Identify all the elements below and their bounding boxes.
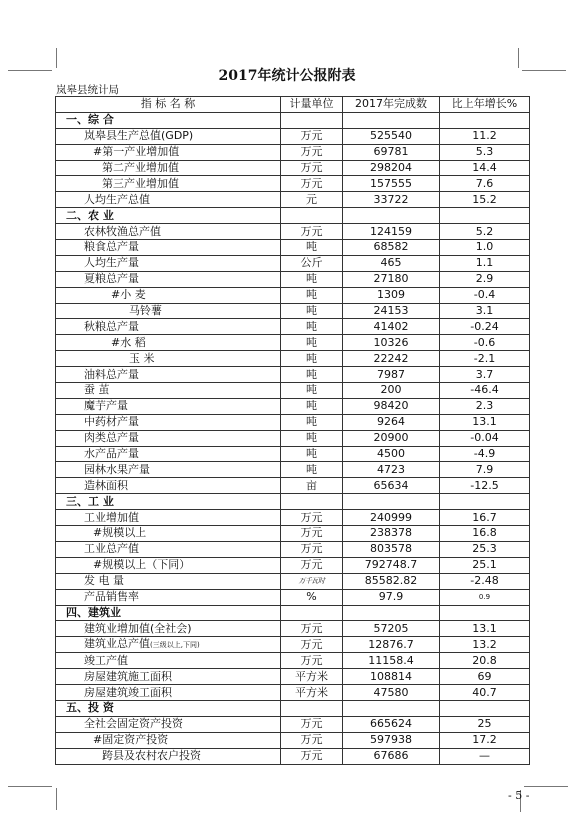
row-change: 1.1 xyxy=(440,255,530,271)
row-value: 4723 xyxy=(343,462,440,478)
row-unit: 吨 xyxy=(281,287,343,303)
row-name xyxy=(56,367,281,383)
table-row xyxy=(56,240,530,256)
row-name xyxy=(56,255,281,271)
row-change: 13.1 xyxy=(440,414,530,430)
row-value: 12876.7 xyxy=(343,637,440,653)
row-name xyxy=(56,716,281,732)
row-value: 238378 xyxy=(343,526,440,542)
row-unit xyxy=(281,208,343,224)
statistics-table xyxy=(55,96,530,765)
row-unit: 平方米 xyxy=(281,685,343,701)
row-name-text: 农林牧渔总产值 xyxy=(84,224,161,238)
row-change: 5.2 xyxy=(440,224,530,240)
row-unit: 万元 xyxy=(281,557,343,573)
row-value: 41402 xyxy=(343,319,440,335)
row-name xyxy=(56,383,281,399)
row-change: -2.48 xyxy=(440,573,530,589)
column-header-change: 比上年增长% xyxy=(440,97,530,113)
crop-mark-bottom-left-h xyxy=(8,786,52,787)
row-value: 240999 xyxy=(343,510,440,526)
row-unit: 万元 xyxy=(281,637,343,653)
row-name-text: 水产品产量 xyxy=(84,447,139,461)
row-name xyxy=(56,446,281,462)
row-unit: 万元 xyxy=(281,541,343,557)
row-name xyxy=(56,669,281,685)
row-change: 40.7 xyxy=(440,685,530,701)
row-unit: 元 xyxy=(281,192,343,208)
row-value: 157555 xyxy=(343,176,440,192)
row-change: 3.7 xyxy=(440,367,530,383)
row-name-text: 造林面积 xyxy=(84,478,128,492)
column-header-value: 2017年完成数 xyxy=(343,97,440,113)
row-value: 108814 xyxy=(343,669,440,685)
row-change: 7.6 xyxy=(440,176,530,192)
row-name-text: 发 电 量 xyxy=(84,574,124,588)
row-change: 17.2 xyxy=(440,732,530,748)
table-row xyxy=(56,669,530,685)
crop-mark-bottom-left-v xyxy=(56,788,57,810)
row-unit: 万元 xyxy=(281,732,343,748)
table-row xyxy=(56,224,530,240)
row-unit: 万元 xyxy=(281,621,343,637)
table-row xyxy=(56,398,530,414)
table-row xyxy=(56,716,530,732)
row-change xyxy=(440,700,530,716)
row-name-text: 中药材产量 xyxy=(84,415,139,429)
row-name xyxy=(56,335,281,351)
row-unit: 吨 xyxy=(281,351,343,367)
table-row xyxy=(56,637,530,653)
table-row xyxy=(56,621,530,637)
row-unit: 吨 xyxy=(281,398,343,414)
row-value: 1309 xyxy=(343,287,440,303)
row-value xyxy=(343,605,440,621)
table-row xyxy=(56,589,530,605)
row-name-text: 三、工 业 xyxy=(66,494,114,508)
table-row xyxy=(56,494,530,510)
row-name-text: 一、综 合 xyxy=(66,113,114,127)
row-change xyxy=(440,112,530,128)
row-name-text: 建筑业总产值 xyxy=(84,637,150,651)
row-value: 124159 xyxy=(343,224,440,240)
table-row xyxy=(56,653,530,669)
row-name-text: 房屋建筑施工面积 xyxy=(84,669,172,683)
row-name xyxy=(56,605,281,621)
row-name-text: 建筑业增加值(全社会) xyxy=(84,621,192,635)
row-change xyxy=(440,208,530,224)
row-change: -12.5 xyxy=(440,478,530,494)
table-row xyxy=(56,414,530,430)
row-value: 67686 xyxy=(343,748,440,764)
row-value: 11158.4 xyxy=(343,653,440,669)
row-value: 465 xyxy=(343,255,440,271)
table-row xyxy=(56,748,530,764)
row-unit: 吨 xyxy=(281,446,343,462)
row-change: 15.2 xyxy=(440,192,530,208)
table-row xyxy=(56,128,530,144)
row-change: -46.4 xyxy=(440,383,530,399)
row-name-text: 马铃薯 xyxy=(129,304,162,318)
row-value: 24153 xyxy=(343,303,440,319)
row-value: 9264 xyxy=(343,414,440,430)
row-name-text: #第一产业增加值 xyxy=(93,145,180,159)
table-row xyxy=(56,557,530,573)
row-change: — xyxy=(440,748,530,764)
table-row xyxy=(56,605,530,621)
row-unit: 万元 xyxy=(281,176,343,192)
table-row xyxy=(56,383,530,399)
row-name-text: 肉类总产量 xyxy=(84,431,139,445)
row-change: -0.6 xyxy=(440,335,530,351)
row-unit: 吨 xyxy=(281,271,343,287)
row-name xyxy=(56,494,281,510)
row-name-text: 房屋建筑竣工面积 xyxy=(84,685,172,699)
row-unit: 平方米 xyxy=(281,669,343,685)
row-unit: % xyxy=(281,589,343,605)
table-row xyxy=(56,462,530,478)
table-header-row xyxy=(56,97,530,113)
row-name-text: #规模以上（下同） xyxy=(93,558,191,572)
row-unit: 吨 xyxy=(281,240,343,256)
row-name xyxy=(56,398,281,414)
row-unit: 万元 xyxy=(281,128,343,144)
row-unit: 吨 xyxy=(281,303,343,319)
table-row xyxy=(56,319,530,335)
row-name xyxy=(56,271,281,287)
row-name-text: 四、建筑业 xyxy=(66,605,121,619)
table-row xyxy=(56,526,530,542)
row-change: 20.8 xyxy=(440,653,530,669)
row-unit: 公斤 xyxy=(281,255,343,271)
table-row xyxy=(56,192,530,208)
page-title: 2017年统计公报附表 xyxy=(218,68,356,84)
table-row xyxy=(56,208,530,224)
row-value: 298204 xyxy=(343,160,440,176)
row-name xyxy=(56,637,281,653)
row-value xyxy=(343,700,440,716)
row-name xyxy=(56,128,281,144)
row-name xyxy=(56,176,281,192)
row-value xyxy=(343,494,440,510)
row-name xyxy=(56,224,281,240)
row-name xyxy=(56,478,281,494)
column-header-name: 指 标 名 称 xyxy=(56,97,281,113)
row-change: 3.1 xyxy=(440,303,530,319)
table-row xyxy=(56,573,530,589)
row-name xyxy=(56,208,281,224)
row-value: 665624 xyxy=(343,716,440,732)
row-name xyxy=(56,160,281,176)
row-unit: 亩 xyxy=(281,478,343,494)
table-row xyxy=(56,160,530,176)
row-unit: 吨 xyxy=(281,414,343,430)
row-value: 525540 xyxy=(343,128,440,144)
row-unit: 万元 xyxy=(281,748,343,764)
table-row xyxy=(56,112,530,128)
row-name xyxy=(56,510,281,526)
row-value: 68582 xyxy=(343,240,440,256)
row-name-text: #小 麦 xyxy=(111,288,146,302)
row-name xyxy=(56,526,281,542)
row-unit: 吨 xyxy=(281,383,343,399)
row-value: 57205 xyxy=(343,621,440,637)
row-change: 11.2 xyxy=(440,128,530,144)
row-value: 792748.7 xyxy=(343,557,440,573)
row-value: 4500 xyxy=(343,446,440,462)
row-name-text: 工业总产值 xyxy=(84,542,139,556)
row-name-text: 岚皋县生产总值(GDP) xyxy=(84,129,194,143)
row-name xyxy=(56,573,281,589)
table-row xyxy=(56,541,530,557)
row-change xyxy=(440,605,530,621)
row-change: 7.9 xyxy=(440,462,530,478)
row-value: 10326 xyxy=(343,335,440,351)
row-change: 13.2 xyxy=(440,637,530,653)
row-name-text: #水 稻 xyxy=(111,335,146,349)
row-change: -2.1 xyxy=(440,351,530,367)
row-value: 22242 xyxy=(343,351,440,367)
row-change: 5.3 xyxy=(440,144,530,160)
row-name xyxy=(56,685,281,701)
row-name-text: 产品销售率 xyxy=(84,590,139,604)
table-row xyxy=(56,287,530,303)
row-value: 65634 xyxy=(343,478,440,494)
row-name-text: 魔芋产量 xyxy=(84,399,128,413)
row-value xyxy=(343,112,440,128)
row-unit: 万元 xyxy=(281,510,343,526)
table-row xyxy=(56,510,530,526)
organization-name: 岚皋县统计局 xyxy=(56,84,119,96)
row-value: 47580 xyxy=(343,685,440,701)
row-unit xyxy=(281,112,343,128)
row-change xyxy=(440,494,530,510)
row-name-text: 油料总产量 xyxy=(84,367,139,381)
row-unit: 万元 xyxy=(281,716,343,732)
row-unit: 万元 xyxy=(281,144,343,160)
row-name-text: 秋粮总产量 xyxy=(84,319,139,333)
row-name xyxy=(56,112,281,128)
row-change: 25.1 xyxy=(440,557,530,573)
row-unit xyxy=(281,494,343,510)
row-unit: 万元 xyxy=(281,653,343,669)
column-header-unit: 计量单位 xyxy=(281,97,343,113)
row-change: 2.9 xyxy=(440,271,530,287)
row-change: -0.4 xyxy=(440,287,530,303)
row-name xyxy=(56,414,281,430)
row-value: 7987 xyxy=(343,367,440,383)
table-row xyxy=(56,685,530,701)
row-name-text: 工业增加值 xyxy=(84,510,139,524)
row-unit: 吨 xyxy=(281,335,343,351)
row-value: 27180 xyxy=(343,271,440,287)
row-name xyxy=(56,430,281,446)
row-name-text: 夏粮总产量 xyxy=(84,272,139,286)
row-change: -0.04 xyxy=(440,430,530,446)
row-name xyxy=(56,319,281,335)
row-name xyxy=(56,144,281,160)
row-name xyxy=(56,589,281,605)
row-unit: 万元 xyxy=(281,526,343,542)
row-change: 2.3 xyxy=(440,398,530,414)
row-unit xyxy=(281,700,343,716)
row-value: 803578 xyxy=(343,541,440,557)
row-value: 33722 xyxy=(343,192,440,208)
row-name xyxy=(56,653,281,669)
table-row xyxy=(56,430,530,446)
row-change: 16.7 xyxy=(440,510,530,526)
row-name xyxy=(56,621,281,637)
row-name xyxy=(56,287,281,303)
row-name xyxy=(56,541,281,557)
row-name xyxy=(56,192,281,208)
row-name-text: 全社会固定资产投资 xyxy=(84,717,183,731)
table-row xyxy=(56,255,530,271)
row-change: 13.1 xyxy=(440,621,530,637)
row-change: 14.4 xyxy=(440,160,530,176)
crop-mark-bottom-right-h xyxy=(524,786,568,787)
table-row xyxy=(56,478,530,494)
row-name xyxy=(56,351,281,367)
table-row xyxy=(56,732,530,748)
row-unit: 万元 xyxy=(281,224,343,240)
row-name-text: 第三产业增加值 xyxy=(102,176,179,190)
row-change: 16.8 xyxy=(440,526,530,542)
row-value: 85582.82 xyxy=(343,573,440,589)
row-change: -4.9 xyxy=(440,446,530,462)
row-value: 98420 xyxy=(343,398,440,414)
row-unit: 吨 xyxy=(281,367,343,383)
table-row xyxy=(56,351,530,367)
row-name-text: 第二产业增加值 xyxy=(102,161,179,174)
row-unit: 万千瓦时 xyxy=(281,573,343,589)
row-name xyxy=(56,557,281,573)
row-name-text: 园林水果产量 xyxy=(84,462,150,476)
row-name-text: 二、农 业 xyxy=(66,208,114,222)
row-name-text: 粮食总产量 xyxy=(84,240,139,254)
row-value: 20900 xyxy=(343,430,440,446)
row-name-text: 五、投 资 xyxy=(66,701,114,715)
table-row xyxy=(56,335,530,351)
row-name-text: 玉 米 xyxy=(129,351,155,365)
row-value xyxy=(343,208,440,224)
page-number: - 5 - xyxy=(508,789,530,802)
row-name-note: (三级以上,下同) xyxy=(150,641,200,650)
row-unit: 吨 xyxy=(281,462,343,478)
row-change: 0.9 xyxy=(440,589,530,605)
table-row xyxy=(56,271,530,287)
row-change: 69 xyxy=(440,669,530,685)
row-unit: 吨 xyxy=(281,430,343,446)
row-unit: 万元 xyxy=(281,160,343,176)
row-unit: 吨 xyxy=(281,319,343,335)
row-name xyxy=(56,748,281,764)
row-name-text: 蚕 茧 xyxy=(84,383,110,397)
row-change: 25.3 xyxy=(440,541,530,557)
row-change: 1.0 xyxy=(440,240,530,256)
row-name-text: 跨县及农村农户投资 xyxy=(102,749,201,763)
row-name-text: #规模以上 xyxy=(93,526,147,540)
row-name xyxy=(56,240,281,256)
table-row xyxy=(56,700,530,716)
row-name-text: 人均生产总值 xyxy=(84,192,150,206)
row-value: 69781 xyxy=(343,144,440,160)
row-name-text: 竣工产值 xyxy=(84,653,128,667)
row-value: 200 xyxy=(343,383,440,399)
table-row xyxy=(56,367,530,383)
row-unit xyxy=(281,605,343,621)
row-name xyxy=(56,462,281,478)
row-change: -0.24 xyxy=(440,319,530,335)
row-name-text: #固定资产投资 xyxy=(93,733,169,747)
row-name xyxy=(56,303,281,319)
row-name-text: 人均生产量 xyxy=(84,256,139,270)
row-value: 597938 xyxy=(343,732,440,748)
table-row xyxy=(56,303,530,319)
row-value: 97.9 xyxy=(343,589,440,605)
row-name xyxy=(56,700,281,716)
table-row xyxy=(56,144,530,160)
row-change: 25 xyxy=(440,716,530,732)
table-row xyxy=(56,176,530,192)
table-row xyxy=(56,446,530,462)
row-name xyxy=(56,732,281,748)
